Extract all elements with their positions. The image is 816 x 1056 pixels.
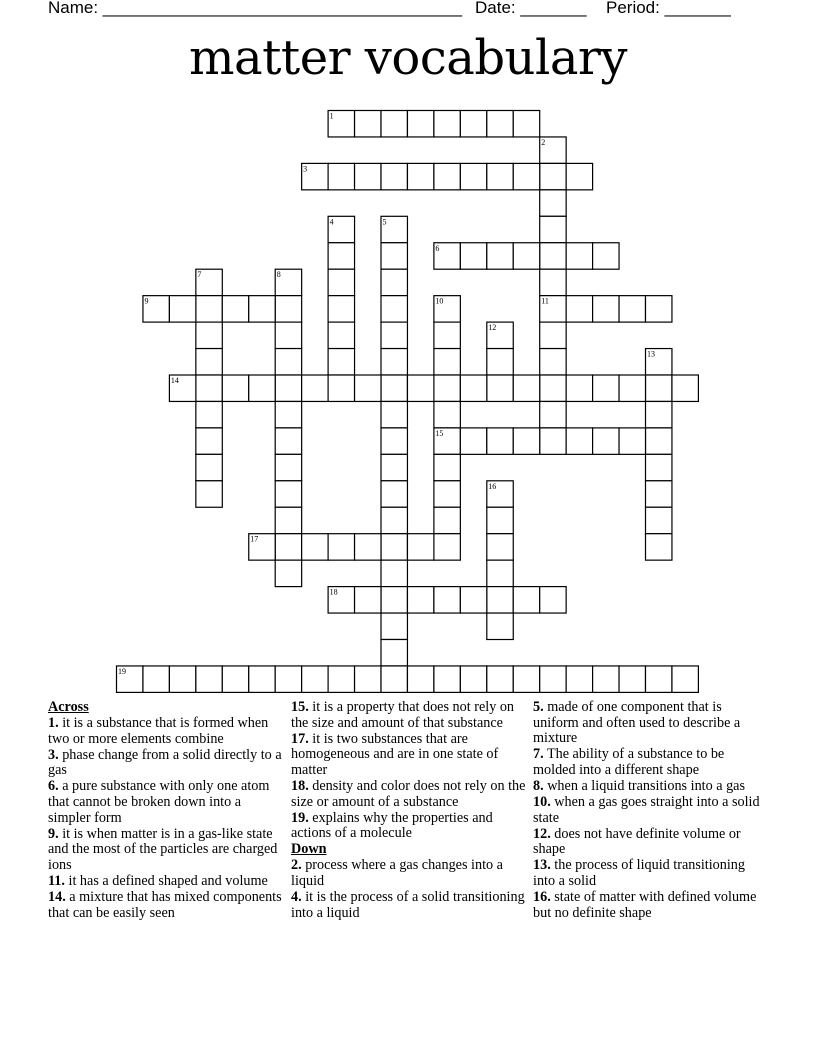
clue-number-label: 19: [118, 666, 126, 676]
crossword-cell[interactable]: [222, 666, 248, 692]
clue-across: 3. phase change from a solid directly to a gas: [48, 746, 282, 779]
crossword-cell[interactable]: [381, 587, 407, 613]
crossword-cell[interactable]: [275, 454, 301, 480]
crossword-cell[interactable]: [593, 296, 619, 322]
crossword-cell[interactable]: [275, 401, 301, 427]
crossword-cell[interactable]: [540, 216, 566, 242]
crossword-cell[interactable]: [646, 454, 672, 480]
crossword-cell[interactable]: [381, 613, 407, 639]
crossword-cell[interactable]: [646, 401, 672, 427]
crossword-cell[interactable]: [593, 666, 619, 692]
crossword-cell[interactable]: [381, 243, 407, 269]
crossword-cell[interactable]: [460, 163, 486, 189]
crossword-cell[interactable]: [407, 375, 433, 401]
crossword-cell[interactable]: [169, 666, 195, 692]
clue-number-label: 4: [329, 217, 334, 227]
crossword-cell[interactable]: [381, 111, 407, 137]
crossword-cell[interactable]: [222, 296, 248, 322]
clue-across: 1. it is a substance that is formed when two or more elements combine: [48, 715, 269, 747]
crossword-cell[interactable]: [355, 534, 381, 560]
clue-number-label: 3: [303, 164, 308, 174]
crossword-cell[interactable]: [460, 587, 486, 613]
clue-number-label: 5: [382, 217, 387, 227]
clue-across: 9. it is when matter is in a gas-like state and the most of the particles are charged ions: [48, 825, 278, 873]
crossword-cell[interactable]: [646, 534, 672, 560]
across-heading: Across: [48, 699, 89, 715]
crossword-cell[interactable]: [593, 428, 619, 454]
crossword-cell[interactable]: [460, 375, 486, 401]
crossword-cell[interactable]: [275, 534, 301, 560]
crossword-cell[interactable]: [381, 507, 407, 533]
crossword-cell[interactable]: [619, 428, 645, 454]
crossword-cell[interactable]: [249, 666, 275, 692]
crossword-cell[interactable]: [275, 560, 301, 586]
crossword-cell[interactable]: [434, 111, 460, 137]
crossword-cell[interactable]: [275, 428, 301, 454]
crossword-cell[interactable]: [434, 163, 460, 189]
crossword-cell[interactable]: [619, 666, 645, 692]
crossword-cell[interactable]: [540, 401, 566, 427]
clue-across: 11. it has a defined shaped and volume: [48, 873, 268, 890]
crossword-cell[interactable]: [460, 666, 486, 692]
crossword-cell[interactable]: [540, 163, 566, 189]
crossword-cell[interactable]: [672, 666, 698, 692]
crossword-cell[interactable]: [487, 613, 513, 639]
crossword-cell[interactable]: [646, 296, 672, 322]
clues-column-3: [533, 700, 763, 922]
clue-number-label: 1: [329, 111, 334, 121]
crossword-cell[interactable]: [434, 481, 460, 507]
crossword-cell[interactable]: [275, 666, 301, 692]
clue-number-label: 18: [329, 587, 338, 597]
crossword-cell[interactable]: [593, 243, 619, 269]
crossword-cell[interactable]: [434, 534, 460, 560]
crossword-cell[interactable]: [328, 296, 354, 322]
crossword-cell[interactable]: [381, 481, 407, 507]
crossword-cell[interactable]: [381, 560, 407, 586]
crossword-cell[interactable]: [646, 666, 672, 692]
crossword-cell[interactable]: [328, 243, 354, 269]
crossword-cell[interactable]: [566, 296, 592, 322]
clue-across: 15. it is a property that does not rely on the size and amount of that substance: [291, 699, 515, 731]
crossword-cell[interactable]: [355, 163, 381, 189]
clue-down: 16. state of matter with defined volume but no definite shape: [533, 889, 757, 921]
crossword-cell[interactable]: [566, 375, 592, 401]
crossword-cell[interactable]: [487, 111, 513, 137]
crossword-cell[interactable]: [328, 163, 354, 189]
crossword-cell[interactable]: [646, 375, 672, 401]
crossword-cell[interactable]: [540, 375, 566, 401]
crossword-cell[interactable]: [487, 243, 513, 269]
crossword-cell[interactable]: [381, 666, 407, 692]
crossword-cell[interactable]: [487, 163, 513, 189]
crossword-cell[interactable]: [381, 401, 407, 427]
clue-down: 5. made of one component that is uniform and often used to describe a mixture: [533, 699, 741, 747]
page-title: matter vocabulary: [188, 30, 627, 86]
crossword-cell[interactable]: [275, 349, 301, 375]
crossword-cell[interactable]: [540, 322, 566, 348]
crossword-cell[interactable]: [540, 269, 566, 295]
clue-number-label: 14: [170, 376, 179, 385]
crossword-cell[interactable]: [646, 481, 672, 507]
crossword-cell[interactable]: [513, 163, 539, 189]
clue-down: 10. when a gas goes straight into a solid state: [533, 794, 760, 826]
clue-down: 12. does not have definite volume or shape: [533, 825, 741, 858]
crossword-cell[interactable]: [460, 111, 486, 137]
crossword-cell[interactable]: [566, 666, 592, 692]
crossword-cell[interactable]: [302, 666, 328, 692]
clue-number-label: 9: [144, 296, 149, 306]
crossword-cell[interactable]: [513, 111, 539, 137]
crossword-cell[interactable]: [434, 454, 460, 480]
crossword-cell[interactable]: [540, 587, 566, 613]
crossword-cell[interactable]: [566, 428, 592, 454]
crossword-cell[interactable]: [487, 534, 513, 560]
crossword-cell[interactable]: [381, 640, 407, 666]
crossword-cell[interactable]: [434, 349, 460, 375]
clues-column-1: [48, 700, 286, 922]
crossword-cell[interactable]: [196, 666, 222, 692]
crossword-cell[interactable]: [460, 428, 486, 454]
crossword-cell[interactable]: [513, 375, 539, 401]
crossword-cell[interactable]: [487, 587, 513, 613]
crossword-cell[interactable]: [355, 375, 381, 401]
crossword-cell[interactable]: [302, 534, 328, 560]
crossword-cell[interactable]: [407, 163, 433, 189]
clue-number-label: 17: [250, 534, 259, 544]
crossword-cell[interactable]: [196, 349, 222, 375]
crossword-cell[interactable]: [249, 296, 275, 322]
clue-across: 17. it is two substances that are homogeneous and are in one state of matter: [291, 730, 499, 778]
crossword-cell[interactable]: [566, 243, 592, 269]
crossword-cell[interactable]: [487, 666, 513, 692]
clue-across: 14. a mixture that has mixed components that can be easily seen: [48, 889, 282, 921]
date-field[interactable]: Date: _______: [475, 0, 587, 17]
clue-down: 2. process where a gas changes into a liquid: [291, 857, 503, 890]
crossword-cell[interactable]: [566, 163, 592, 189]
clue-down: 7. The ability of a substance to be molded into a different shape: [533, 746, 725, 778]
crossword-cell[interactable]: [487, 560, 513, 586]
crossword-cell[interactable]: [328, 534, 354, 560]
crossword-cell[interactable]: [169, 296, 195, 322]
crossword-cell[interactable]: [434, 507, 460, 533]
crossword-cell[interactable]: [275, 507, 301, 533]
crossword-cell[interactable]: [487, 349, 513, 375]
crossword-cell[interactable]: [540, 666, 566, 692]
crossword-cell[interactable]: [619, 375, 645, 401]
clue-number-label: 8: [276, 270, 281, 280]
crossword-cell[interactable]: [381, 163, 407, 189]
crossword-cell[interactable]: [646, 428, 672, 454]
clue-across: 6. a pure substance with only one atom that cannot be broken down into a simpler form: [48, 778, 270, 826]
clue-number-label: 12: [488, 323, 497, 333]
clue-number-label: 2: [541, 137, 546, 147]
clue-number-label: 10: [435, 296, 444, 306]
name-field[interactable]: Name: ______________________________________: [48, 0, 463, 17]
crossword-cell[interactable]: [249, 375, 275, 401]
crossword-cell[interactable]: [328, 375, 354, 401]
clue-number-label: 11: [541, 296, 549, 306]
clue-down: 4. it is the process of a solid transitioning into a liquid: [291, 889, 525, 921]
clues-column-2: [291, 700, 527, 922]
crossword-cell[interactable]: [434, 666, 460, 692]
crossword-cell[interactable]: [275, 481, 301, 507]
crossword-cell[interactable]: [196, 481, 222, 507]
crossword-cell[interactable]: [143, 666, 169, 692]
crossword-cell[interactable]: [434, 322, 460, 348]
crossword-cell[interactable]: [355, 666, 381, 692]
crossword-cell[interactable]: [328, 349, 354, 375]
crossword-cell[interactable]: [381, 349, 407, 375]
clue-number-label: 15: [435, 428, 444, 438]
clue-number-label: 6: [435, 243, 440, 253]
crossword-cell[interactable]: [328, 666, 354, 692]
clue-down: 8. when a liquid transitions into a gas: [533, 777, 745, 794]
crossword-cell[interactable]: [434, 587, 460, 613]
crossword-cell[interactable]: [275, 375, 301, 401]
crossword-cell[interactable]: [196, 296, 222, 322]
crossword-cell[interactable]: [407, 534, 433, 560]
clue-number-label: 7: [197, 270, 202, 280]
crossword-cell[interactable]: [196, 428, 222, 454]
crossword-cell[interactable]: [381, 296, 407, 322]
clue-across: 18. density and color does not rely on the size or amount of a substance: [291, 777, 526, 810]
clue-number-label: 16: [488, 481, 497, 491]
crossword-cell[interactable]: [513, 243, 539, 269]
crossword-cell[interactable]: [619, 296, 645, 322]
clue-across: 19. explains why the properties and actions of a molecule: [291, 809, 493, 842]
crossword-cell[interactable]: [381, 428, 407, 454]
crossword-cell[interactable]: [196, 375, 222, 401]
crossword-cell[interactable]: [513, 428, 539, 454]
crossword-cell[interactable]: [381, 534, 407, 560]
clue-down: 13. the process of liquid transitioning into a solid: [533, 857, 745, 890]
crossword-cell[interactable]: [328, 269, 354, 295]
crossword-cell[interactable]: [196, 401, 222, 427]
crossword-cell[interactable]: [196, 322, 222, 348]
crossword-cell[interactable]: [196, 454, 222, 480]
crossword-cell[interactable]: [381, 269, 407, 295]
crossword-cell[interactable]: [540, 349, 566, 375]
crossword-cell[interactable]: [487, 375, 513, 401]
crossword-cell[interactable]: [487, 428, 513, 454]
crossword-cell[interactable]: [513, 666, 539, 692]
crossword-cell[interactable]: [672, 375, 698, 401]
clue-number-label: 13: [647, 349, 655, 359]
crossword-cell[interactable]: [275, 296, 301, 322]
crossword-cell[interactable]: [275, 322, 301, 348]
crossword-cell[interactable]: [646, 507, 672, 533]
crossword-cell[interactable]: [460, 243, 486, 269]
crossword-cell[interactable]: [381, 322, 407, 348]
crossword-cell[interactable]: [355, 587, 381, 613]
crossword-cell[interactable]: [593, 375, 619, 401]
crossword-cell[interactable]: [407, 111, 433, 137]
crossword-cell[interactable]: [222, 375, 248, 401]
crossword-cell[interactable]: [381, 375, 407, 401]
crossword-cell[interactable]: [381, 454, 407, 480]
crossword-cell[interactable]: [328, 322, 354, 348]
down-heading: Down: [291, 841, 327, 858]
crossword-cell[interactable]: [434, 401, 460, 427]
crossword-cell[interactable]: [407, 666, 433, 692]
crossword-cell[interactable]: [513, 587, 539, 613]
crossword-cell[interactable]: [487, 507, 513, 533]
crossword-cell[interactable]: [540, 190, 566, 216]
crossword-cell[interactable]: [302, 375, 328, 401]
crossword-cell[interactable]: [540, 428, 566, 454]
crossword-cell[interactable]: [434, 375, 460, 401]
crossword-cell[interactable]: [355, 111, 381, 137]
period-field[interactable]: Period: _______: [606, 0, 731, 17]
crossword-cell[interactable]: [540, 243, 566, 269]
crossword-cell[interactable]: [407, 587, 433, 613]
